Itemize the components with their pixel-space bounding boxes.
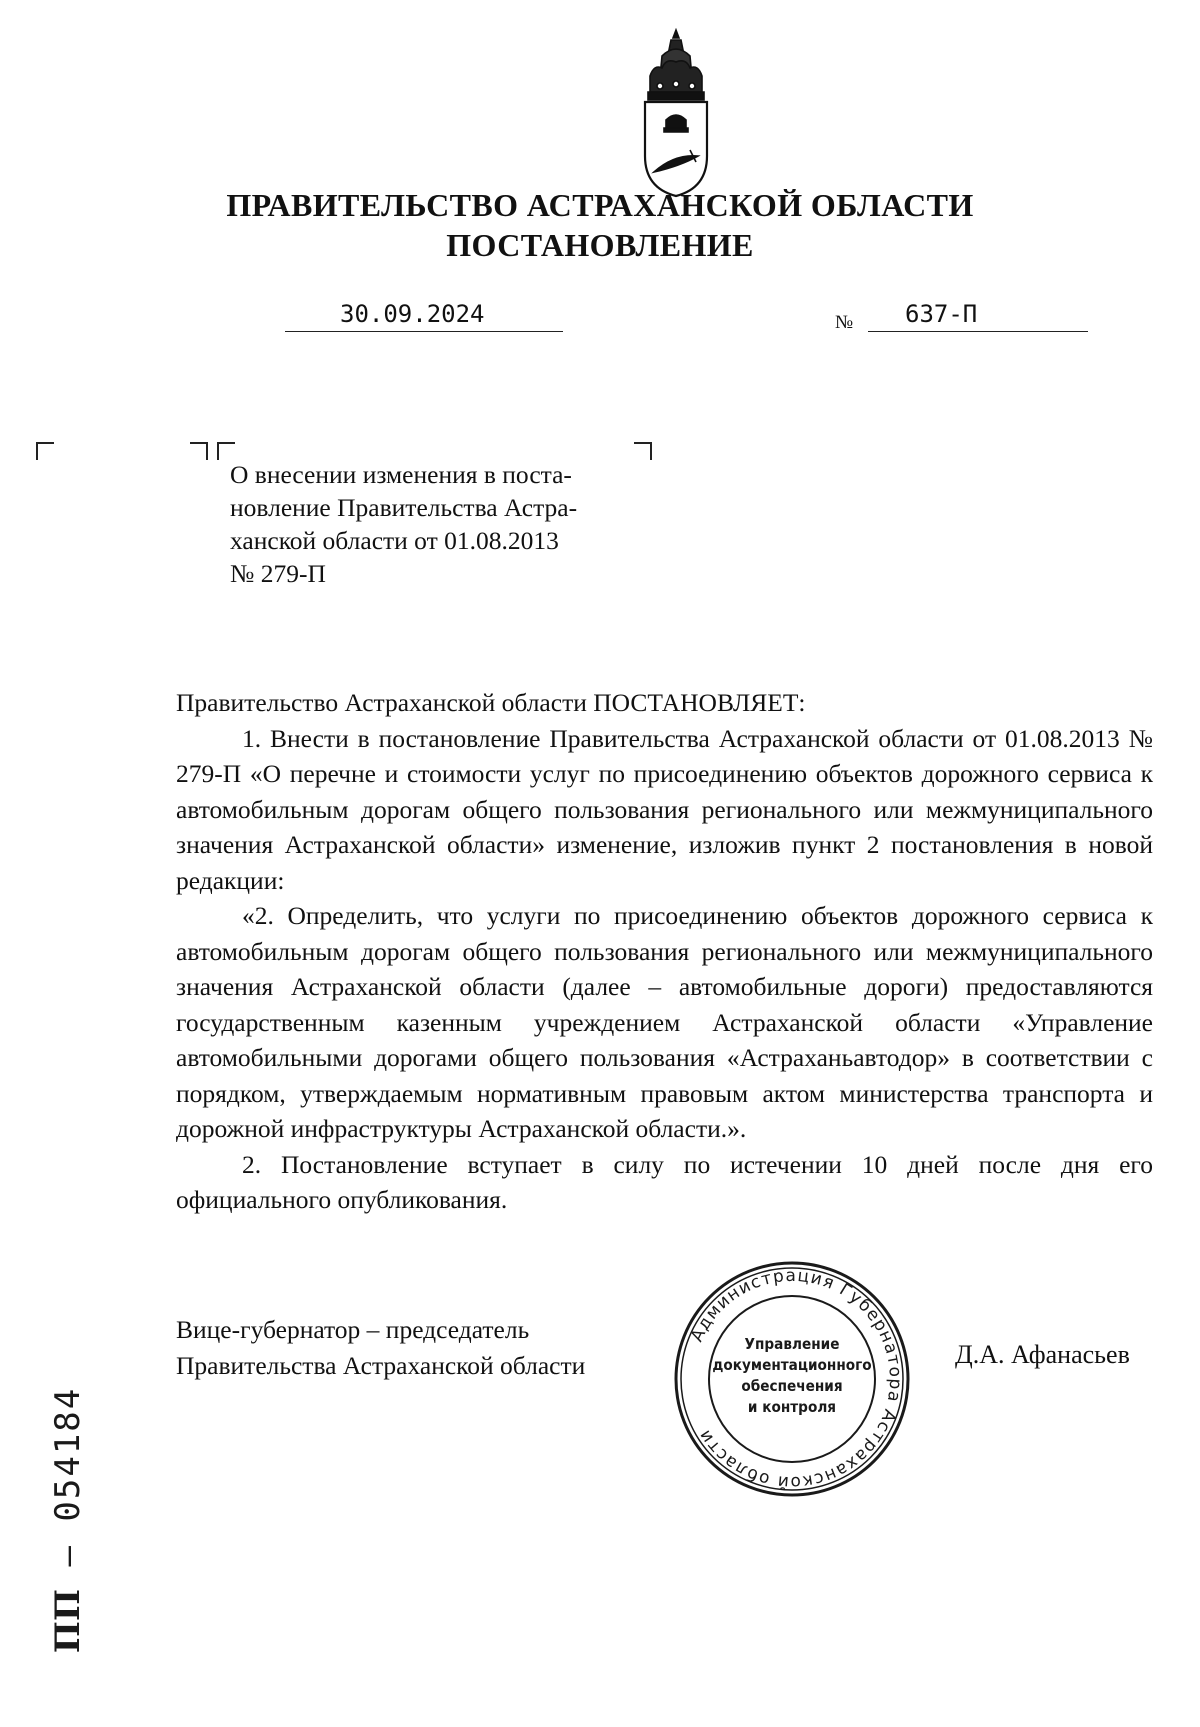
document-subject [230, 458, 635, 590]
signatory-position [176, 1312, 656, 1383]
number-sign: № [835, 312, 854, 333]
serial-number: 054184 [48, 1386, 88, 1522]
body-intro: Правительство Астраханской области ПОСТАНОВЛЯЕТ: [176, 688, 806, 717]
stamp-ring-text: Администрация Губернатора Астраханской области [687, 1265, 906, 1493]
number-underline [868, 331, 1088, 332]
document-body [176, 685, 1153, 1218]
subject-line: № 279-П [230, 559, 326, 588]
subject-line: О внесении изменения в поста- [230, 460, 572, 489]
stamp-line: обеспечения [741, 1377, 843, 1395]
serial-prefix: ПП [48, 1589, 88, 1654]
document-number: 637-П [905, 300, 978, 328]
clause-2: 2. Постановление вступает в силу по истечении 10 дней после дня его официального опубликования. [176, 1149, 1153, 1214]
serial-dash: – [48, 1521, 88, 1590]
subject-line: ханской области от 01.08.2013 [230, 526, 559, 555]
subject-line: новление Правительства Астра- [230, 493, 578, 522]
stamp-line: Управление [744, 1335, 840, 1353]
stamp-center-text [712, 1317, 872, 1435]
position-line: Вице-губернатор – председатель [176, 1315, 530, 1344]
coat-of-arms-icon [640, 28, 712, 200]
form-serial-number [38, 1386, 98, 1654]
subject-corner-mark [634, 442, 652, 460]
stamp-line: документационного [712, 1356, 872, 1374]
document-date: 30.09.2024 [340, 300, 485, 328]
address-corner-mark [36, 442, 54, 460]
stamp-line: и контроля [747, 1398, 837, 1416]
signatory-name: Д.А. Афанасьев [955, 1340, 1130, 1369]
position-line: Правительства Астраханской области [176, 1350, 586, 1380]
date-underline [285, 331, 563, 332]
clause-1: 1. Внести в постановление Правительства Астраханской области от 01.08.2013 № 279-П «О перечне и стоимости услуг по присоединению объектов дорожного сервиса к автомобильным дорогам общего пользования регионального или межмуниципального значения Астраханской области» изменение, изложив пункт 2 постановления в новой редакции: [176, 723, 1153, 895]
government-title: ПРАВИТЕЛЬСТВО АСТРАХАНСКОЙ ОБЛАСТИ [226, 187, 974, 223]
clause-1-quote: «2. Определить, что услуги по присоединению объектов дорожного сервиса к автомобильным дорогам общего пользования регионального или межмуниципального значения Астраханской области (далее – автомобильные дороги) предоставляются государственным казенным учреждением Астраханской области «Управление автомобильными дорогами общего пользования «Астраханьавтодор» в соответствии с порядком, утверждаемым нормативным правовым актом министерства транспорта и дорожной инфраструктуры Астраханской области.». [176, 901, 1153, 1143]
address-corner-mark [190, 442, 208, 460]
document-type: ПОСТАНОВЛЕНИЕ [446, 227, 754, 263]
